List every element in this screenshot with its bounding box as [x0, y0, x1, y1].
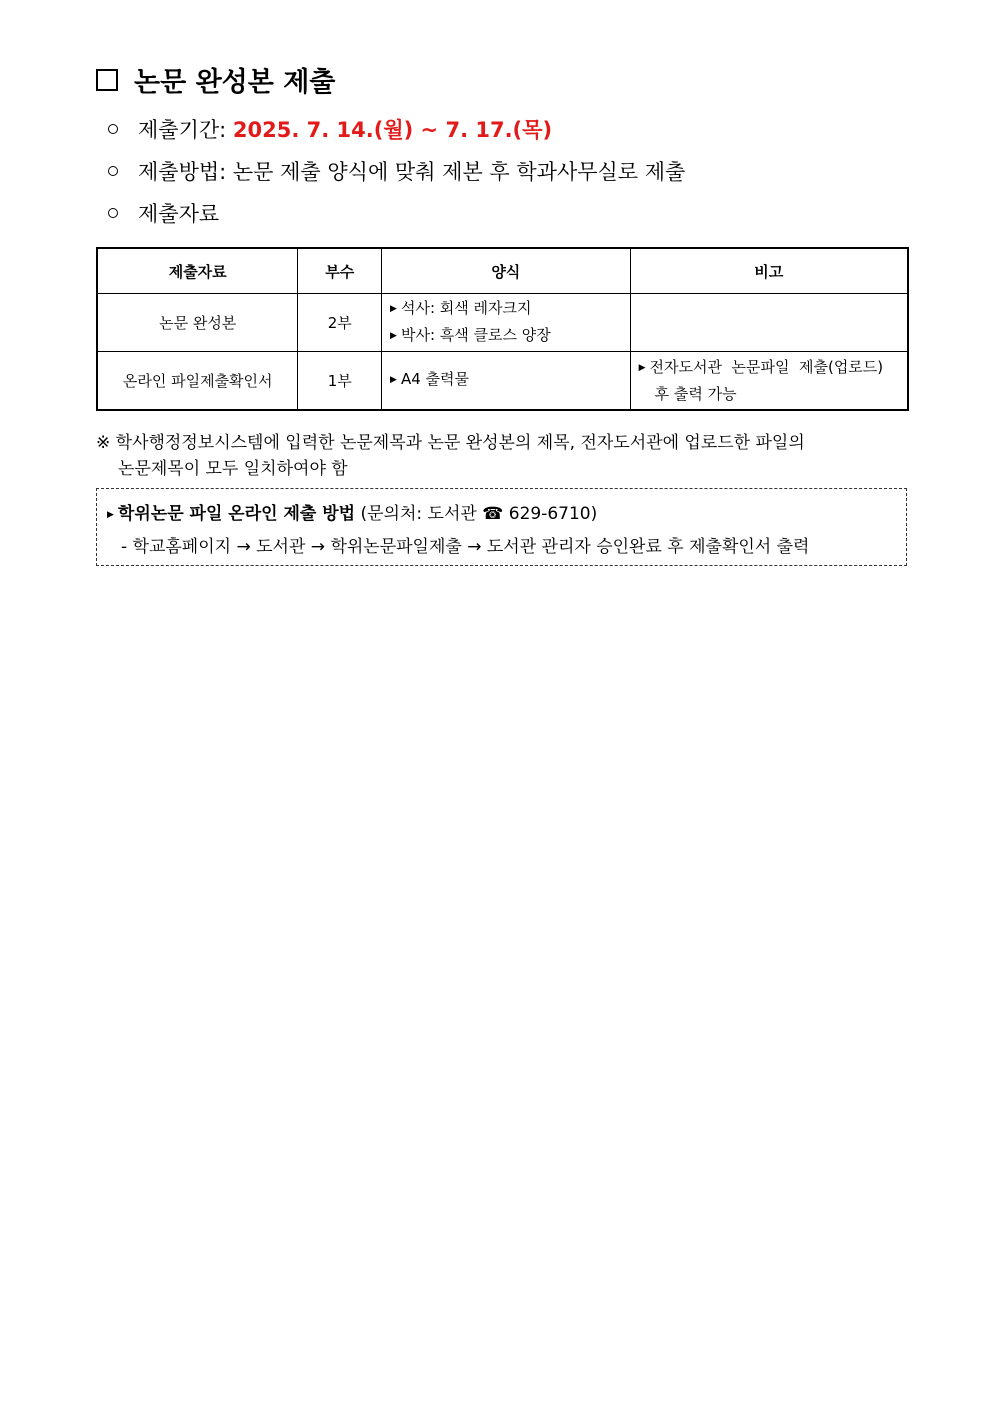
online-steps: - 학교홈페이지 → 도서관 → 학위논문파일제출 → 도서관 관리자 승인완료 후 제출확인서 출력: [121, 537, 810, 557]
period-line: [108, 114, 552, 144]
square-checkbox-icon: [96, 69, 118, 91]
method-text: 제출방법: 논문 제출 양식에 맞춰 제본 후 학과사무실로 제출: [138, 160, 686, 184]
format-item: A4 출력물: [400, 370, 470, 388]
notice-line-2: 논문제목이 모두 일치하여야 함: [118, 459, 348, 479]
period-value: 2025. 7. 14.(월) ~ 7. 17.(목): [232, 118, 553, 142]
header-material: 제출자료: [97, 248, 298, 294]
submission-table: [96, 247, 909, 411]
table-row: [97, 352, 908, 411]
section-title: [96, 60, 335, 99]
circle-bullet-icon: [108, 208, 118, 218]
format-item: 박사: 흑색 클로스 양장: [400, 325, 551, 344]
triangle-bullet-icon: ▶: [390, 303, 397, 314]
row-material: 온라인 파일제출확인서: [97, 352, 298, 411]
row-note: [630, 294, 908, 352]
row-copies: 1부: [298, 352, 382, 411]
header-copies: 부수: [298, 248, 382, 294]
triangle-bullet-icon: ▶: [390, 375, 397, 385]
table-header-row: [97, 248, 908, 294]
header-note: 비고: [630, 248, 908, 294]
triangle-bullet-icon: ▶: [390, 330, 397, 341]
triangle-bullet-icon: ▶: [107, 510, 114, 520]
reference-mark-icon: ※: [96, 433, 111, 453]
row-format: [382, 294, 631, 352]
materials-text: 제출자료: [138, 202, 220, 226]
format-item: 석사: 회색 레자크지: [400, 298, 532, 317]
circle-bullet-icon: [108, 124, 118, 134]
row-copies: 2부: [298, 294, 382, 352]
triangle-bullet-icon: ▶: [638, 363, 646, 373]
row-note: [630, 352, 908, 411]
note-item: 후 출력 가능: [654, 385, 737, 403]
table-row: [97, 294, 908, 352]
circle-bullet-icon: [108, 166, 118, 176]
row-material: 논문 완성본: [97, 294, 298, 352]
online-submission-box: [96, 488, 907, 566]
online-contact: (문의처: 도서관 ☎ 629-6710): [360, 504, 598, 524]
period-label: 제출기간:: [138, 118, 227, 142]
notice-line-1: 학사행정정보시스템에 입력한 논문제목과 논문 완성본의 제목, 전자도서관에 업로드한 파일의: [115, 433, 805, 453]
method-line: [108, 156, 685, 186]
row-format: [382, 352, 631, 411]
materials-line: [108, 198, 219, 228]
online-heading: 학위논문 파일 온라인 제출 방법: [117, 504, 356, 524]
header-format: 양식: [382, 248, 631, 294]
section-title-text: 논문 완성본 제출: [134, 67, 336, 98]
note-item: 전자도서관 논문파일 제출(업로드): [649, 358, 884, 376]
notice-block: [96, 430, 805, 482]
